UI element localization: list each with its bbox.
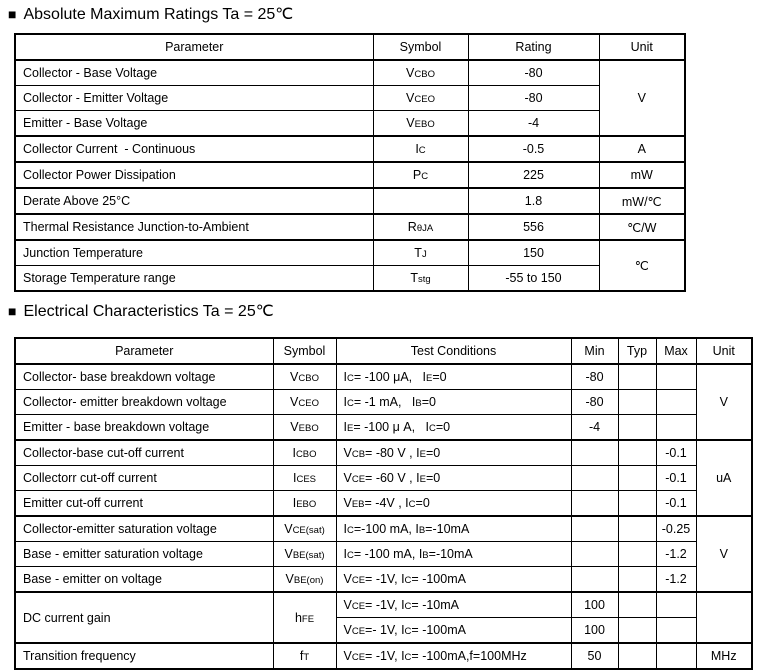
min-cell	[571, 542, 618, 567]
typ-cell	[618, 364, 656, 390]
typ-cell	[618, 390, 656, 415]
electrical-characteristics-table	[14, 337, 753, 670]
parameter-cell: DC current gain	[15, 592, 273, 643]
parameter-cell: Collector-emitter saturation voltage	[15, 516, 273, 542]
table-row	[15, 516, 752, 542]
col-header-parameter: Parameter	[15, 34, 373, 60]
table-row	[15, 390, 752, 415]
typ-cell	[618, 643, 656, 669]
symbol-cell: IC	[373, 136, 468, 162]
max-cell	[656, 592, 696, 618]
symbol-cell: fT	[273, 643, 336, 669]
min-cell: -80	[571, 364, 618, 390]
symbol-cell: PC	[373, 162, 468, 188]
unit-cell: V	[696, 516, 752, 592]
rating-cell: -55 to 150	[468, 266, 599, 292]
max-cell	[656, 364, 696, 390]
table-row	[15, 567, 752, 593]
absolute-maximum-ratings-table	[14, 33, 686, 292]
section-title-absolute-maximum-ratings	[8, 4, 293, 24]
section-title-text: Absolute Maximum Ratings Ta = 25℃	[23, 6, 294, 23]
col-header-unit: Unit	[696, 338, 752, 364]
table-row	[15, 643, 752, 669]
rating-cell: 150	[468, 240, 599, 266]
typ-cell	[618, 542, 656, 567]
symbol-cell: ICBO	[273, 440, 336, 466]
unit-cell: mW	[599, 162, 685, 188]
conditions-cell: VCE=- 1V, IC= -100mA	[336, 618, 571, 644]
parameter-cell: Collector-base cut-off current	[15, 440, 273, 466]
max-cell: -0.25	[656, 516, 696, 542]
parameter-cell: Collector Power Dissipation	[15, 162, 373, 188]
max-cell	[656, 415, 696, 441]
parameter-cell: Thermal Resistance Junction-to-Ambient	[15, 214, 373, 240]
parameter-cell: Derate Above 25°C	[15, 188, 373, 214]
conditions-cell: VCE= -1V, IC= -100mA	[336, 567, 571, 593]
unit-cell: V	[696, 364, 752, 440]
min-cell: 50	[571, 643, 618, 669]
symbol-cell: TJ	[373, 240, 468, 266]
table-row	[15, 364, 752, 390]
rating-cell: -4	[468, 111, 599, 137]
parameter-cell: Collector - Base Voltage	[15, 60, 373, 86]
max-cell: -0.1	[656, 491, 696, 517]
col-header-max: Max	[656, 338, 696, 364]
rating-cell: 225	[468, 162, 599, 188]
table-row	[15, 188, 685, 214]
symbol-cell: VCEO	[373, 86, 468, 111]
typ-cell	[618, 618, 656, 644]
symbol-cell: VCE(sat)	[273, 516, 336, 542]
table-header-row	[15, 34, 685, 60]
max-cell: -1.2	[656, 542, 696, 567]
min-cell: 100	[571, 618, 618, 644]
table-row	[15, 136, 685, 162]
table-header-row	[15, 338, 752, 364]
typ-cell	[618, 466, 656, 491]
min-cell	[571, 491, 618, 517]
max-cell	[656, 390, 696, 415]
table-row	[15, 592, 752, 618]
conditions-cell: IC= -100 mA, IB=-10mA	[336, 542, 571, 567]
conditions-cell: VCE= -1V, IC= -100mA,f=100MHz	[336, 643, 571, 669]
max-cell: -0.1	[656, 466, 696, 491]
symbol-cell: VEBO	[273, 415, 336, 441]
rating-cell: 1.8	[468, 188, 599, 214]
conditions-cell: VCE= -60 V , IE=0	[336, 466, 571, 491]
parameter-cell: Collector Current - Continuous	[15, 136, 373, 162]
parameter-cell: Junction Temperature	[15, 240, 373, 266]
min-cell	[571, 440, 618, 466]
table-row	[15, 60, 685, 86]
symbol-cell: ICES	[273, 466, 336, 491]
section-bullet-icon: ■	[8, 6, 17, 22]
conditions-cell: IC= -100 μA, IE=0	[336, 364, 571, 390]
typ-cell	[618, 415, 656, 441]
parameter-cell: Base - emitter on voltage	[15, 567, 273, 593]
typ-cell	[618, 567, 656, 593]
unit-cell	[696, 592, 752, 643]
typ-cell	[618, 440, 656, 466]
col-header-unit: Unit	[599, 34, 685, 60]
symbol-cell: VCEO	[273, 390, 336, 415]
rating-cell: 556	[468, 214, 599, 240]
symbol-cell: VBE(on)	[273, 567, 336, 593]
typ-cell	[618, 491, 656, 517]
section-title-electrical-characteristics	[8, 301, 274, 321]
parameter-cell: Storage Temperature range	[15, 266, 373, 292]
min-cell: 100	[571, 592, 618, 618]
max-cell	[656, 618, 696, 644]
parameter-cell: Collector- emitter breakdown voltage	[15, 390, 273, 415]
unit-cell: ℃	[599, 240, 685, 291]
table-row	[15, 111, 685, 137]
unit-cell: A	[599, 136, 685, 162]
parameter-cell: Collector - Emitter Voltage	[15, 86, 373, 111]
parameter-cell: Collectorr cut-off current	[15, 466, 273, 491]
symbol-cell: VBE(sat)	[273, 542, 336, 567]
max-cell: -1.2	[656, 567, 696, 593]
table-row	[15, 240, 685, 266]
conditions-cell: IC= -1 mA, IB=0	[336, 390, 571, 415]
table-row	[15, 440, 752, 466]
min-cell	[571, 516, 618, 542]
rating-cell: -80	[468, 60, 599, 86]
col-header-typ: Typ	[618, 338, 656, 364]
parameter-cell: Emitter - Base Voltage	[15, 111, 373, 137]
typ-cell	[618, 516, 656, 542]
max-cell: -0.1	[656, 440, 696, 466]
unit-cell: V	[599, 60, 685, 136]
min-cell	[571, 567, 618, 593]
symbol-cell: VEBO	[373, 111, 468, 137]
rating-cell: -0.5	[468, 136, 599, 162]
col-header-symbol: Symbol	[373, 34, 468, 60]
col-header-test-conditions: Test Conditions	[336, 338, 571, 364]
col-header-min: Min	[571, 338, 618, 364]
table-row	[15, 214, 685, 240]
unit-cell: uA	[696, 440, 752, 516]
symbol-cell: Tstg	[373, 266, 468, 292]
symbol-cell: VCBO	[273, 364, 336, 390]
table-row	[15, 86, 685, 111]
unit-cell: mW/℃	[599, 188, 685, 214]
parameter-cell: Base - emitter saturation voltage	[15, 542, 273, 567]
min-cell	[571, 466, 618, 491]
conditions-cell: IE= -100 μ A, IC=0	[336, 415, 571, 441]
table-row	[15, 415, 752, 441]
conditions-cell: IC=-100 mA, IB=-10mA	[336, 516, 571, 542]
symbol-cell: RθJA	[373, 214, 468, 240]
parameter-cell: Collector- base breakdown voltage	[15, 364, 273, 390]
conditions-cell: VCE= -1V, IC= -10mA	[336, 592, 571, 618]
parameter-cell: Emitter cut-off current	[15, 491, 273, 517]
parameter-cell: Transition frequency	[15, 643, 273, 669]
table-row	[15, 466, 752, 491]
table-row	[15, 162, 685, 188]
col-header-symbol: Symbol	[273, 338, 336, 364]
col-header-parameter: Parameter	[15, 338, 273, 364]
symbol-cell: IEBO	[273, 491, 336, 517]
col-header-rating: Rating	[468, 34, 599, 60]
symbol-cell: hFE	[273, 592, 336, 643]
unit-cell: ℃/W	[599, 214, 685, 240]
max-cell	[656, 643, 696, 669]
table-row	[15, 491, 752, 517]
parameter-cell: Emitter - base breakdown voltage	[15, 415, 273, 441]
symbol-cell: VCBO	[373, 60, 468, 86]
section-bullet-icon: ■	[8, 303, 17, 319]
rating-cell: -80	[468, 86, 599, 111]
typ-cell	[618, 592, 656, 618]
table-row	[15, 266, 685, 292]
symbol-cell	[373, 188, 468, 214]
conditions-cell: VEB= -4V , IC=0	[336, 491, 571, 517]
conditions-cell: VCB= -80 V , IE=0	[336, 440, 571, 466]
min-cell: -4	[571, 415, 618, 441]
min-cell: -80	[571, 390, 618, 415]
section-title-text: Electrical Characteristics Ta = 25℃	[23, 303, 274, 320]
unit-cell: MHz	[696, 643, 752, 669]
table-row	[15, 542, 752, 567]
